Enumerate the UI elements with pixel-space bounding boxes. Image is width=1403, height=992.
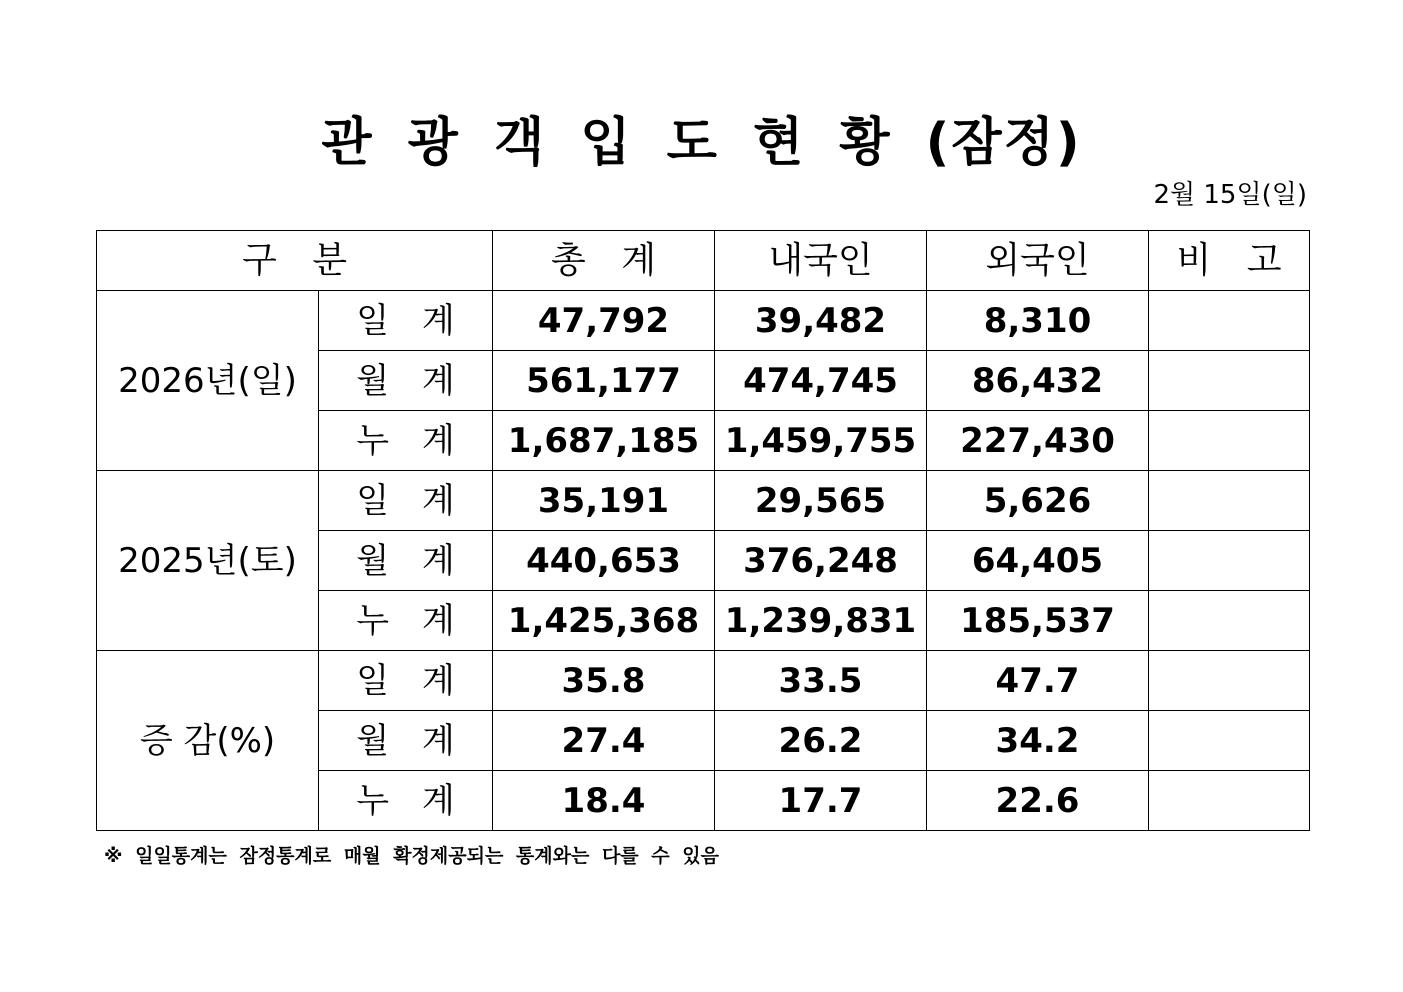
row-label: 월 계	[319, 351, 493, 411]
report-date: 2월 15일(일)	[1153, 180, 1307, 210]
row-label: 월 계	[319, 711, 493, 771]
domestic-value: 474,745	[715, 351, 927, 411]
page-title: 관 광 객 입 도 현 황 (잠정)	[321, 113, 1082, 173]
foreign-value: 22.6	[927, 771, 1149, 831]
foreign-value: 227,430	[927, 411, 1149, 471]
foreign-value: 8,310	[927, 291, 1149, 351]
domestic-value: 1,239,831	[715, 591, 927, 651]
row-label: 일 계	[319, 471, 493, 531]
total-value: 1,425,368	[493, 591, 715, 651]
note-value	[1149, 291, 1310, 351]
domestic-value: 1,459,755	[715, 411, 927, 471]
footnote: ※ 일일통계는 잠정통계로 매월 확정제공되는 통계와는 다를 수 있음	[104, 845, 719, 867]
total-value: 35,191	[493, 471, 715, 531]
header-domestic: 내국인	[715, 231, 927, 291]
note-value	[1149, 771, 1310, 831]
table-header-row	[97, 231, 1310, 291]
domestic-value: 17.7	[715, 771, 927, 831]
header-note: 비 고	[1149, 231, 1310, 291]
domestic-value: 39,482	[715, 291, 927, 351]
foreign-value: 34.2	[927, 711, 1149, 771]
row-label: 누 계	[319, 771, 493, 831]
foreign-value: 86,432	[927, 351, 1149, 411]
domestic-value: 26.2	[715, 711, 927, 771]
foreign-value: 185,537	[927, 591, 1149, 651]
row-label: 누 계	[319, 411, 493, 471]
group-label: 2025년(토)	[97, 471, 319, 651]
group-label: 증 감(%)	[97, 651, 319, 831]
total-value: 440,653	[493, 531, 715, 591]
total-value: 18.4	[493, 771, 715, 831]
group-label: 2026년(일)	[97, 291, 319, 471]
note-value	[1149, 351, 1310, 411]
table-row	[97, 471, 1310, 531]
total-value: 35.8	[493, 651, 715, 711]
table-row	[97, 651, 1310, 711]
foreign-value: 47.7	[927, 651, 1149, 711]
note-value	[1149, 411, 1310, 471]
note-value	[1149, 531, 1310, 591]
table-row	[97, 291, 1310, 351]
foreign-value: 5,626	[927, 471, 1149, 531]
header-category: 구 분	[97, 231, 493, 291]
row-label: 일 계	[319, 651, 493, 711]
total-value: 561,177	[493, 351, 715, 411]
total-value: 47,792	[493, 291, 715, 351]
note-value	[1149, 471, 1310, 531]
note-value	[1149, 711, 1310, 771]
foreign-value: 64,405	[927, 531, 1149, 591]
domestic-value: 376,248	[715, 531, 927, 591]
note-value	[1149, 591, 1310, 651]
note-value	[1149, 651, 1310, 711]
tourist-arrivals-table	[96, 230, 1310, 831]
row-label: 월 계	[319, 531, 493, 591]
domestic-value: 33.5	[715, 651, 927, 711]
row-label: 일 계	[319, 291, 493, 351]
row-label: 누 계	[319, 591, 493, 651]
header-total: 총 계	[493, 231, 715, 291]
header-foreign: 외국인	[927, 231, 1149, 291]
total-value: 1,687,185	[493, 411, 715, 471]
total-value: 27.4	[493, 711, 715, 771]
domestic-value: 29,565	[715, 471, 927, 531]
